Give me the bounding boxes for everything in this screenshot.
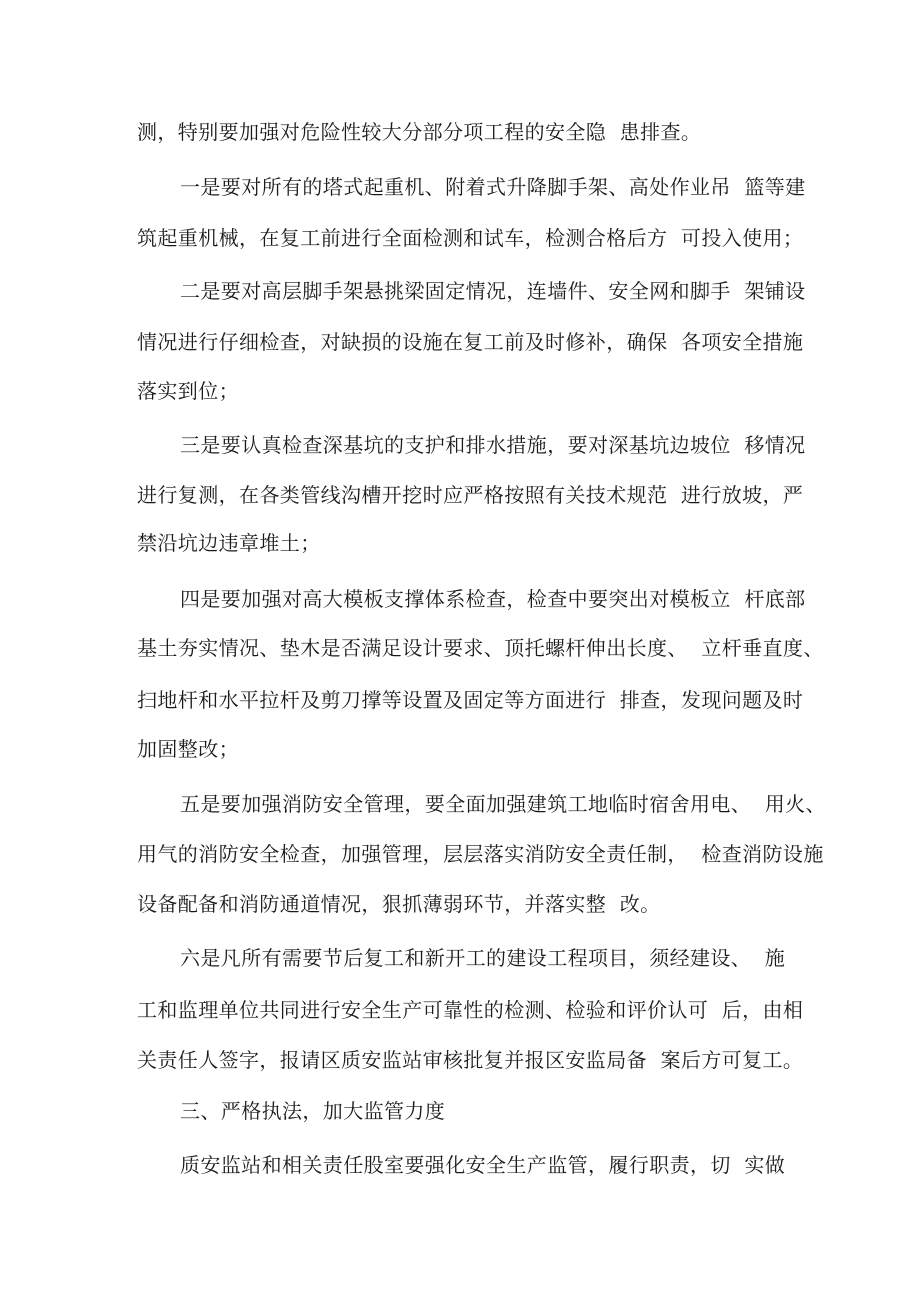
text-line-18: 工和监理单位共同进行安全生产可靠性的检测、检验和评价认可 后，由相 (137, 998, 804, 1022)
text-line-8: 进行复测，在各类管线沟槽开挖时应严格按照有关技术规范 进行放坡，严 (137, 483, 804, 507)
text-line-21: 质安监站和相关责任股室要强化安全生产监管，履行职责，切 实做 (180, 1153, 786, 1177)
text-line-2: 一是要对所有的塔式起重机、附着式升降脚手架、高处作业吊 篮等建 (180, 175, 806, 199)
text-line-17: 六是凡所有需要节后复工和新开工的建设工程项目，须经建设、 施 (180, 946, 786, 970)
text-line-3: 筑起重机械，在复工前进行全面检测和试车，检测合格后方 可投入使用； (137, 226, 804, 250)
text-line-11: 基土夯实情况、垫木是否满足设计要求、顶托螺杆伸出长度、 立杆垂直度、 (137, 636, 824, 660)
text-line-15: 用气的消防安全检查，加强管理，层层落实消防安全责任制， 检查消防设施 (137, 842, 824, 866)
text-line-1: 测，特别要加强对危险性较大分部分项工程的安全隐 患排查。 (137, 120, 702, 144)
text-line-13: 加固整改； (137, 737, 239, 761)
text-line-7: 三是要认真检查深基坑的支护和排水措施，要对深基坑边坡位 移情况 (180, 433, 806, 457)
section-heading: 三、严格执法，加大监管力度 (180, 1099, 446, 1123)
text-line-6: 落实到位； (137, 379, 239, 403)
text-line-19: 关责任人签字，报请区质安监站审核批复并报区安监局备 案后方可复工。 (137, 1048, 804, 1072)
text-line-5: 情况进行仔细检查，对缺损的设施在复工前及时修补，确保 各项安全措施 (137, 330, 804, 354)
text-line-9: 禁沿坑边违章堆土； (137, 531, 321, 555)
text-line-10: 四是要加强对高大模板支撑体系检查，检查中要突出对模板立 杆底部 (180, 587, 806, 611)
text-line-16: 设备配备和消防通道情况，狠抓薄弱环节，并落实整 改。 (137, 892, 661, 916)
text-line-4: 二是要对高层脚手架悬挑梁固定情况，连墙件、安全网和脚手 架铺设 (180, 279, 806, 303)
text-line-14: 五是要加强消防安全管理，要全面加强建筑工地临时宿舍用电、 用火、 (180, 792, 826, 816)
text-line-12: 扫地杆和水平拉杆及剪刀撑等设置及固定等方面进行 排查，发现问题及时 (137, 688, 804, 712)
